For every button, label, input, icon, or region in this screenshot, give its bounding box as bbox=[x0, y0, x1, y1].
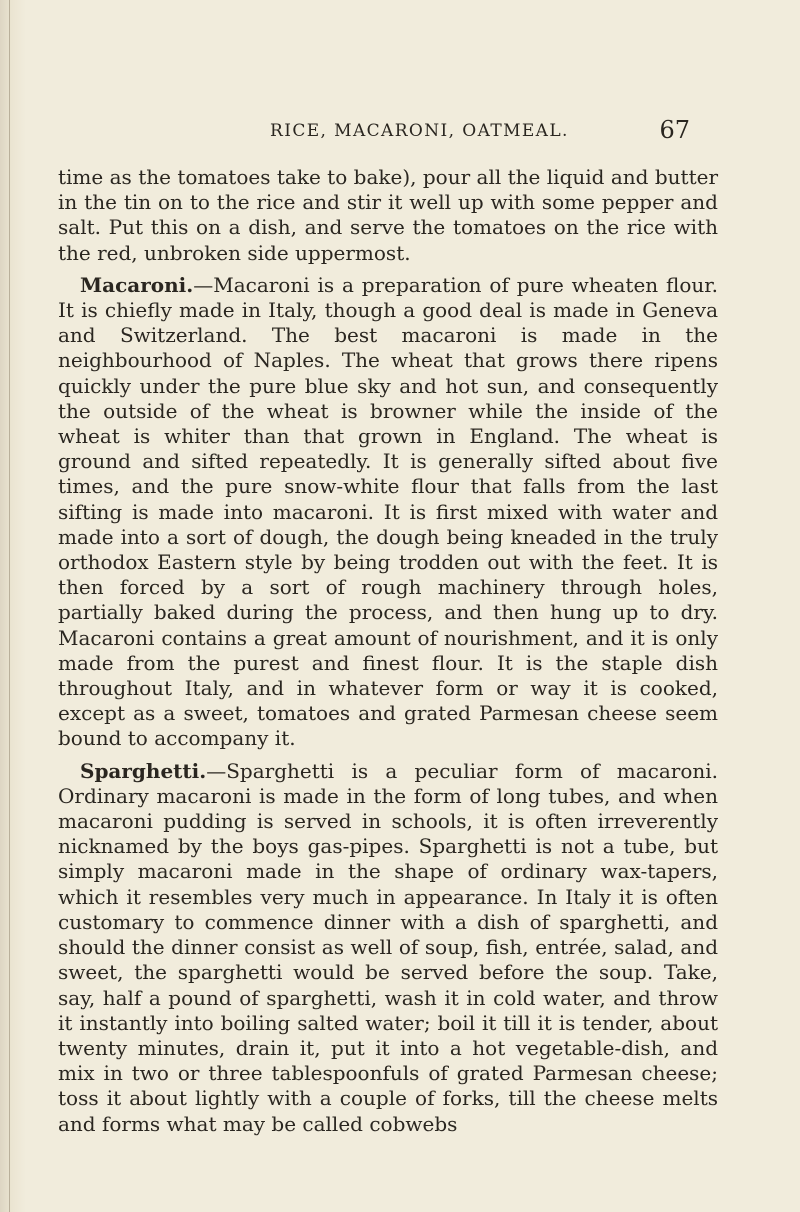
binding-edge-line bbox=[9, 0, 10, 1212]
paragraph-sparghetti bbox=[58, 759, 718, 1137]
body-text bbox=[58, 165, 718, 1137]
paragraph-text: —Macaroni is a preparation of pure wheaten flour. It is chiefly made in Italy, though a good deal is made in Geneva and Switzerland. The best macaroni is made in the neighbourhood of Naples. The wheat that grows there ripens quickly under the pure blue sky and hot sun, and consequently the outside of the wheat is browner while the inside of the wheat is whiter than that grown in England. The wheat is ground and sifted repeatedly. It is generally sifted about five times, and the pure snow-white flour that falls from the last sifting is made into macaroni. It is first mixed with water and made into a sort of dough, the dough being kneaded in the truly orthodox Eastern style by being trodden out with the feet. It is then forced by a sort of rough machinery through holes, partially baked during the process, and then hung up to dry. Macaroni contains a great amount of nourishment, and it is only made from the purest and finest flour. It is the staple dish throughout Italy, and in whatever form or way it is cooked, except as a sweet, tomatoes and grated Parmesan cheese seem bound to accompany it. bbox=[58, 272, 718, 751]
paragraph-macaroni bbox=[58, 273, 718, 752]
section-heading-macaroni: Macaroni. bbox=[80, 272, 194, 297]
page-number: 67 bbox=[659, 116, 690, 144]
running-head: RICE, MACARONI, OATMEAL. bbox=[270, 121, 569, 141]
paragraph-text: time as the tomatoes take to bake), pour all the liquid and butter in the tin on to the rice and stir it well up with some pepper and salt. Put this on a dish, and serve the tomatoes on the rice with the red, unbroken side uppermost. bbox=[58, 165, 718, 265]
section-heading-sparghetti: Sparghetti. bbox=[80, 758, 207, 783]
paragraph-text: —Sparghetti is a peculiar form of macaroni. Ordinary macaroni is made in the form of long tubes, and when macaroni pudding is served in schools, it is often irreverently nicknamed by the boys gas-pipes. Sparghetti is not a tube, but simply macaroni made in the shape of ordinary wax-tapers, which it resembles very much in appearance. In Italy it is often customary to commence dinner with a dish of sparghetti, and should the dinner consist as well of soup, fish, entrée, salad, and sweet, the sparghetti would be served before the soup. Take, say, half a pound of sparghetti, wash it in cold water, and throw it instantly into boiling salted water; boil it till it is tender, about twenty minutes, drain it, put it into a hot vegetable-dish, and mix in two or three tablespoonfuls of grated Parmesan cheese; toss it about lightly with a couple of forks, till the cheese melts and forms what may be called cobwebs bbox=[58, 758, 718, 1136]
paragraph-continuation bbox=[58, 165, 718, 266]
page-header bbox=[270, 117, 690, 147]
page-gutter-shadow bbox=[0, 0, 26, 1212]
